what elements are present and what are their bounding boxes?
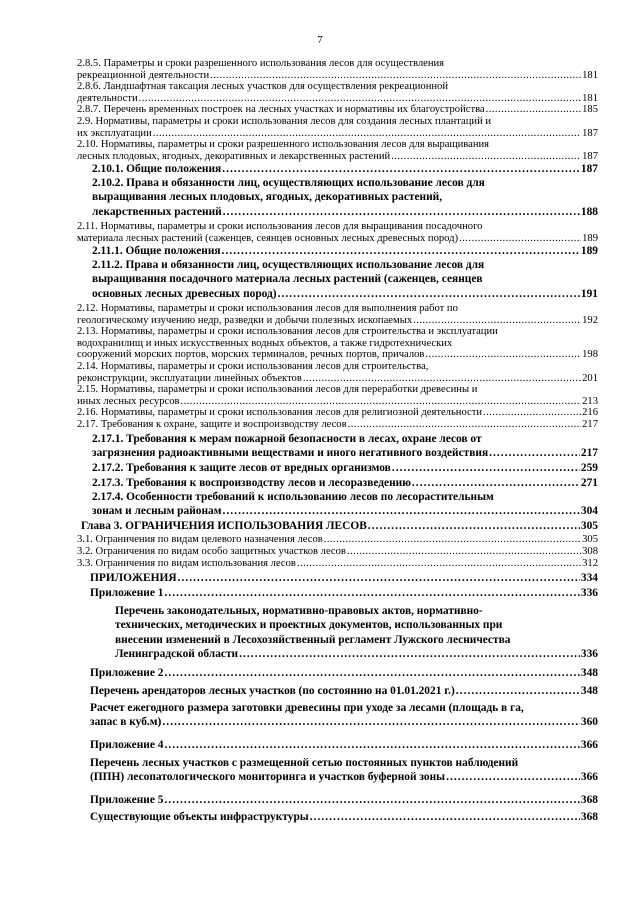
toc-entry[interactable]: [77, 104, 598, 116]
toc-page-number: 304: [580, 505, 598, 518]
toc-entry-text: 2.17.4. Особенности требований к использованию лесов по лесорастительным: [92, 491, 494, 503]
dot-leader: [239, 647, 580, 661]
toc-entry-text: 2.17.1. Требования к мерам пожарной безопасности в лесах, охране лесов от: [92, 433, 482, 445]
toc-page-number: 198: [582, 349, 598, 361]
toc-entry[interactable]: [77, 116, 598, 139]
dot-leader: [348, 419, 582, 431]
toc-entry[interactable]: [90, 571, 598, 585]
toc-entry[interactable]: [90, 738, 598, 752]
toc-entry[interactable]: [92, 461, 598, 475]
toc-entry-text: водохранилищ и иных искусственных водных объектов, а также гидротехнических: [77, 337, 453, 349]
toc-entry[interactable]: [115, 604, 598, 661]
dot-leader: [223, 205, 580, 219]
toc-entry-text: Расчет ежегодного размера заготовки древесины при уходе за лесами (площадь в га,: [90, 702, 524, 714]
toc-entry[interactable]: [90, 684, 598, 698]
toc-page-number: 336: [580, 647, 598, 660]
toc-page-number: 368: [580, 794, 598, 806]
toc-entry-text: 2.11. Нормативы, параметры и сроки использования лесов для выращивания посадочного: [77, 221, 483, 232]
toc-entry[interactable]: [77, 534, 598, 546]
toc-page-number: 187: [580, 163, 598, 175]
toc-entry[interactable]: [77, 58, 598, 81]
toc-entry-text: 2.10.1. Общие положения: [92, 163, 222, 175]
toc-page-number: 217: [582, 419, 598, 430]
toc-entry[interactable]: [92, 244, 598, 258]
toc-entry-text: (ППН) лесопатологического мониторинга и участков буферной зоны: [90, 771, 446, 784]
toc-page-number: 305: [582, 534, 598, 545]
toc-entry[interactable]: [77, 361, 598, 384]
toc-page-number: 334: [580, 572, 598, 584]
toc-entry[interactable]: [92, 258, 598, 301]
toc-entry-text: 2.13. Нормативы, параметры и сроки использования лесов для строительства и эксплуатации: [77, 326, 498, 337]
toc-entry-text: технических, методических и проектных документов, использованных при: [115, 619, 503, 632]
toc-entry-text: рекреационной деятельности: [77, 69, 210, 81]
dot-leader: [459, 233, 581, 245]
toc-page-number: 213: [582, 395, 598, 407]
toc-entry-text: основных лесных древесных пород): [92, 287, 277, 300]
dot-leader: [162, 715, 580, 729]
dot-leader: [310, 810, 580, 824]
toc-entry-text: 2.14. Нормативы, параметры и сроки использования лесов для строительства,: [77, 361, 429, 372]
toc-entry-text: 2.8.6. Ландшафтная таксация лесных участков для осуществления рекреационной: [77, 81, 449, 92]
dot-leader: [303, 373, 581, 385]
toc-page-number: 189: [580, 245, 598, 257]
toc-page-number: 305: [580, 520, 598, 532]
dot-leader: [412, 476, 580, 490]
toc-entry-text: 2.10. Нормативы, параметры и сроки разрешенного использования лесов для выращивания: [77, 139, 490, 150]
toc-entry-text: загрязнения радиоактивными веществами и иного негативного воздействия: [92, 447, 489, 460]
toc-page-number: 185: [582, 104, 598, 115]
toc-entry-text: деятельности: [77, 92, 138, 104]
toc-page-number: 308: [582, 546, 598, 557]
toc-entry[interactable]: [90, 666, 598, 680]
toc-entry[interactable]: [77, 326, 598, 361]
toc-page-number: 368: [580, 811, 598, 823]
dot-leader: [210, 70, 581, 82]
toc-page-number: 217: [580, 447, 598, 460]
toc-entry-text: Приложение 1: [90, 587, 164, 599]
toc-entry[interactable]: [77, 81, 598, 104]
toc-entry-text: 3.3. Ограничения по видам использования лесов: [77, 558, 296, 569]
toc-entry[interactable]: [77, 546, 598, 558]
toc-entry-text: Ленинградской области: [115, 647, 239, 660]
toc-page-number: 312: [582, 558, 598, 569]
dot-leader: [223, 504, 580, 518]
dot-leader: [483, 407, 581, 419]
toc-entry[interactable]: [92, 176, 598, 219]
dot-leader: [347, 546, 581, 558]
dot-leader: [139, 93, 581, 105]
toc-entry[interactable]: [90, 701, 598, 730]
toc-page-number: 192: [582, 314, 598, 326]
toc-entry-text: 2.11.1. Общие положения: [92, 245, 221, 257]
toc-entry[interactable]: [92, 162, 598, 176]
toc-page-number: 366: [580, 739, 598, 751]
toc-entry-text: 2.16. Нормативы, параметры и сроки использования лесов для религиозной деятельности: [77, 407, 483, 418]
toc-entry-text: Перечень арендаторов лесных участков (по состоянию на 01.01.2021 г.): [90, 685, 455, 697]
toc-entry-text: 2.15. Нормативы, параметры и сроки использования лесов для переработки древесины и: [77, 384, 478, 395]
toc-page-number: 187: [582, 150, 598, 162]
toc-entry-text: 2.17.2. Требования к защите лесов от вредных организмов: [92, 462, 391, 474]
toc-entry-text: 2.11.2. Права и обязанности лиц, осуществляющих использование лесов для: [92, 259, 485, 271]
toc-entry-text: 2.17.3. Требования к воспроизводству лесов и лесоразведению: [92, 477, 411, 489]
toc-entry-text: лекарственных растений: [92, 205, 222, 218]
dot-leader: [164, 738, 579, 752]
toc-entry-text: 2.12. Нормативы, параметры и сроки использования лесов для выполнения работ по: [77, 303, 458, 314]
toc-page-number: 366: [580, 771, 598, 784]
dot-leader: [413, 315, 581, 327]
dot-leader: [391, 151, 581, 163]
toc-entry-text: лесных плодовых, ягодных, декоративных и лекарственных растений: [77, 150, 391, 162]
toc-page-number: 191: [580, 287, 598, 300]
dot-leader: [178, 571, 580, 585]
dot-leader: [164, 666, 579, 680]
toc-page-number: 360: [580, 716, 598, 729]
dot-leader: [456, 684, 580, 698]
toc-entry[interactable]: [90, 810, 598, 824]
dot-leader: [425, 349, 581, 361]
toc-entry-text: Глава 3. ОГРАНИЧЕНИЯ ИСПОЛЬЗОВАНИЯ ЛЕСОВ: [81, 520, 367, 532]
dot-leader: [164, 793, 579, 807]
toc-entry-text: Приложение 4: [90, 739, 164, 751]
toc-entry-text: Приложение 5: [90, 794, 164, 806]
dot-leader: [181, 396, 582, 408]
toc-entry-text: иных лесных ресурсов: [77, 395, 180, 407]
toc-page-number: 336: [580, 587, 598, 599]
toc-page-number: 187: [582, 127, 598, 139]
dot-leader: [153, 128, 581, 140]
toc-entry-text: 2.8.7. Перечень временных построек на лесных участках и нормативы их благоустройства: [77, 104, 485, 115]
dot-leader: [489, 446, 580, 460]
dot-leader: [222, 162, 580, 176]
toc-entry-text: 2.17. Требования к охране, защите и воспроизводству лесов: [77, 419, 347, 430]
toc-page-number: 181: [582, 92, 598, 104]
toc-entry-text: Существующие объекты инфраструктуры: [90, 811, 309, 823]
toc-entry-text: запас в куб.м): [90, 716, 162, 729]
toc-entry[interactable]: [92, 490, 598, 519]
dot-leader: [324, 534, 581, 546]
toc-entry-text: Приложение 2: [90, 667, 164, 679]
toc-page-number: 216: [582, 407, 598, 418]
toc-page-number: 271: [580, 477, 598, 489]
toc-entry-text: Перечень лесных участков с размещенной сетью постоянных пунктов наблюдений: [90, 757, 519, 769]
dot-leader: [446, 770, 580, 784]
toc-entry[interactable]: [77, 384, 598, 407]
toc-entry-text: зонам и лесным районам: [92, 505, 222, 518]
toc-page-number: 348: [580, 685, 598, 697]
toc-entry[interactable]: [77, 558, 598, 570]
toc-entry[interactable]: [90, 793, 598, 807]
toc-entry[interactable]: [90, 586, 598, 600]
toc-page-number: 181: [582, 69, 598, 81]
toc-entry-text: внесении изменений в Лесохозяйственный регламент Лужского лесничества: [115, 633, 511, 646]
toc-entry-text: материала лесных растений (саженцев, сеянцев основных лесных древесных пород): [77, 232, 459, 244]
toc-entry-text: сооружений морских портов, морских терминалов, речных портов, причалов: [77, 349, 425, 361]
toc-entry-text: реконструкции, эксплуатации линейных объектов: [77, 372, 302, 384]
toc-entry-text: их эксплуатации: [77, 127, 152, 139]
toc-entry-text: 3.2. Ограничения по видам особо защитных участков лесов: [77, 546, 346, 557]
toc-page-number: 348: [580, 667, 598, 679]
toc-entry[interactable]: [77, 221, 598, 244]
toc-entry-text: выращивания лесных плодовых, ягодных, декоративных растений,: [92, 191, 443, 204]
dot-leader: [278, 287, 580, 301]
toc-page-number: 188: [580, 205, 598, 218]
dot-leader: [392, 461, 580, 475]
dot-leader: [368, 519, 580, 533]
dot-leader: [164, 586, 579, 600]
toc-entry-text: 3.1. Ограничения по видам целевого назначения лесов: [77, 534, 323, 545]
toc-entry[interactable]: [92, 432, 598, 461]
toc-entry-text: выращивания посадочного материала лесных растений (саженцев, сеянцев: [92, 273, 483, 286]
page-number: 7: [317, 34, 323, 46]
toc-entry-text: геологическому изучению недр, разведки и добычи полезных ископаемых: [77, 314, 413, 326]
toc-entry-text: Перечень законодательных, нормативно-правовых актов, нормативно-: [115, 605, 483, 617]
dot-leader: [222, 244, 580, 258]
toc-entry[interactable]: [77, 407, 598, 419]
toc-entry[interactable]: [92, 476, 598, 490]
toc-entry[interactable]: [77, 303, 598, 326]
toc-page-number: 259: [580, 462, 598, 474]
toc-entry-text: ПРИЛОЖЕНИЯ: [90, 572, 177, 584]
toc-entry[interactable]: [77, 519, 598, 533]
dot-leader: [297, 558, 581, 570]
toc-entry-text: 2.8.5. Параметры и сроки разрешенного использования лесов для осуществления: [77, 58, 445, 69]
toc-entry-text: 2.10.2. Права и обязанности лиц, осуществляющих использование лесов для: [92, 177, 485, 189]
toc-entry[interactable]: [77, 139, 598, 162]
toc-entry[interactable]: [77, 419, 598, 431]
toc-page-number: 189: [582, 232, 598, 244]
dot-leader: [486, 104, 581, 116]
toc-page-number: 201: [582, 372, 598, 384]
toc-entry-text: 2.9. Нормативы, параметры и сроки использования лесов для создания лесных плантаций и: [77, 116, 492, 127]
toc-entry[interactable]: [90, 756, 598, 785]
